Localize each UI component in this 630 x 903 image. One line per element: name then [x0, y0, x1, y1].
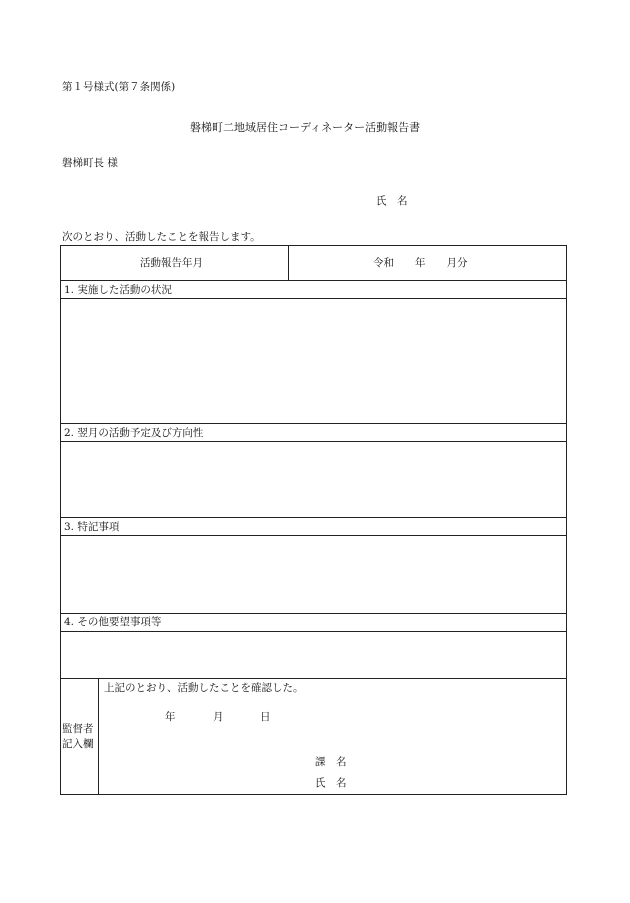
- confirm-year: 年: [165, 711, 176, 723]
- supervisor-confirm-text: 上記のとおり、活動したことを確認した。: [104, 682, 304, 694]
- activities-field[interactable]: [61, 299, 566, 422]
- form-number: 第１号様式(第７条関係): [62, 81, 176, 93]
- section-header-special-notes: 3. 特記事項: [64, 521, 120, 533]
- report-month-value: 令和 年 月分: [373, 257, 468, 269]
- intro-text: 次のとおり、活動したことを報告します。: [62, 231, 261, 243]
- supervisor-person-name-label: 氏 名: [315, 777, 347, 789]
- other-requests-field[interactable]: [61, 632, 566, 677]
- supervisor-label-line2: 記入欄: [62, 738, 94, 750]
- confirm-month: 月: [213, 711, 224, 723]
- confirm-day: 日: [260, 711, 271, 723]
- section-header-next-month-plan: 2. 翌月の活動予定及び方向性: [64, 427, 204, 439]
- document-title: 磐梯町二地域居住コーディネーター活動報告書: [190, 121, 421, 134]
- reporter-name-label: 氏 名: [376, 195, 408, 207]
- supervisor-label-line1: 監督者: [62, 723, 94, 735]
- supervisor-section-name-label: 課 名: [315, 756, 347, 768]
- report-month-label: 活動報告年月: [140, 257, 203, 269]
- section-header-activities: 1. 実施した活動の状況: [64, 284, 172, 296]
- special-notes-field[interactable]: [61, 536, 566, 612]
- next-month-plan-field[interactable]: [61, 442, 566, 516]
- section-header-other-requests: 4. その他要望事項等: [64, 616, 162, 628]
- addressee: 磐梯町長 様: [62, 157, 118, 169]
